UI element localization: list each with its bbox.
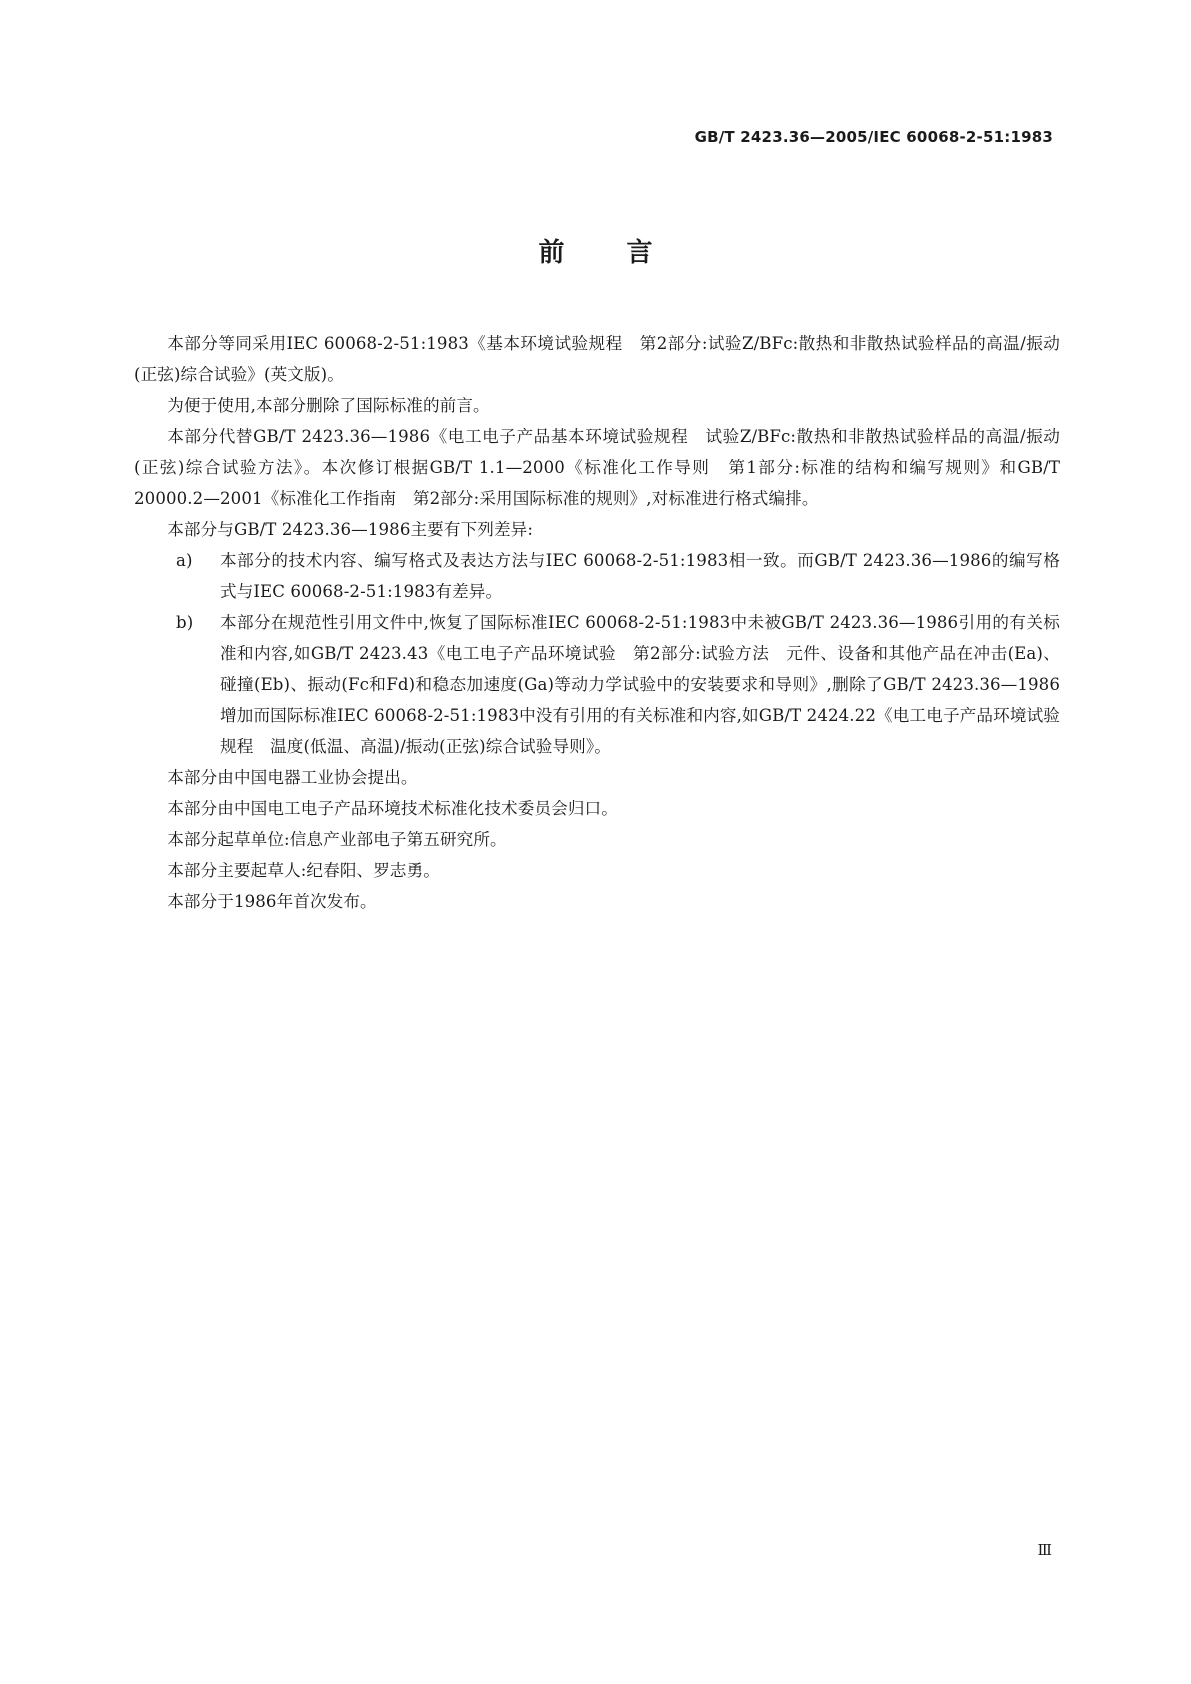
paragraph-differences-intro: 本部分与GB/T 2423.36—1986主要有下列差异: xyxy=(167,520,534,539)
list-marker: a) xyxy=(176,551,193,570)
paragraph-drafters: 本部分主要起草人:纪春阳、罗志勇。 xyxy=(167,861,440,880)
paragraph-administrator: 本部分由中国电工电子产品环境技术标准化技术委员会归口。 xyxy=(167,799,618,818)
paragraph-proposer: 本部分由中国电器工业协会提出。 xyxy=(167,768,418,787)
paragraph-replacement: 本部分代替GB/T 2423.36—1986《电工电子产品基本环境试验规程 试验Z/BFc:散热和非散热试验样品的高温/振动(正弦)综合试验方法》。本次修订根据GB/T 1.1—2000《标准化工作导则 第1部分:标准的结构和编写规则》和GB/T 20000.2—2001《标准化工作指南 第2部分:采用国际标准的规则》,对标准进行格式编排。 xyxy=(134,427,1060,508)
list-item-text: 本部分在规范性引用文件中,恢复了国际标准IEC 60068-2-51:1983中未被GB/T 2423.36—1986引用的有关标准和内容,如GB/T 2423.43《电工电子产品环境试验 第2部分:试验方法 元件、设备和其他产品在冲击(Ea)、碰撞(Eb)、振动(Fc和Fd)和稳态加速度(Ga)等动力学试验中的安装要求和导则》,删除了GB/T 2423.36—1986增加而国际标准IEC 60068-2-51:1983中没有引用的有关标准和内容,如GB/T 2424.22《电工电子产品环境试验规程 温度(低温、高温)/振动(正弦)综合试验导则》。 xyxy=(220,613,1060,756)
list-item-text: 本部分的技术内容、编写格式及表达方法与IEC 60068-2-51:1983相一致。而GB/T 2423.36—1986的编写格式与IEC 60068-2-51:1983有差异。 xyxy=(220,551,1060,601)
difference-item-a xyxy=(134,545,1060,607)
difference-item-b xyxy=(134,607,1060,762)
paragraph-first-release: 本部分于1986年首次发布。 xyxy=(167,892,377,911)
standard-number-header: GB/T 2423.36—2005/IEC 60068-2-51:1983 xyxy=(694,128,1053,146)
paragraph-foreword-removed: 为便于使用,本部分删除了国际标准的前言。 xyxy=(167,396,490,415)
paragraph-drafting-unit: 本部分起草单位:信息产业部电子第五研究所。 xyxy=(167,830,507,849)
paragraph-adoption: 本部分等同采用IEC 60068-2-51:1983《基本环境试验规程 第2部分:试验Z/BFc:散热和非散热试验样品的高温/振动(正弦)综合试验》(英文版)。 xyxy=(134,334,1060,384)
list-marker: b) xyxy=(176,613,194,632)
foreword-body xyxy=(134,328,1060,917)
page-number: Ⅲ xyxy=(1037,1541,1052,1559)
page-title: 前言 xyxy=(538,238,715,268)
